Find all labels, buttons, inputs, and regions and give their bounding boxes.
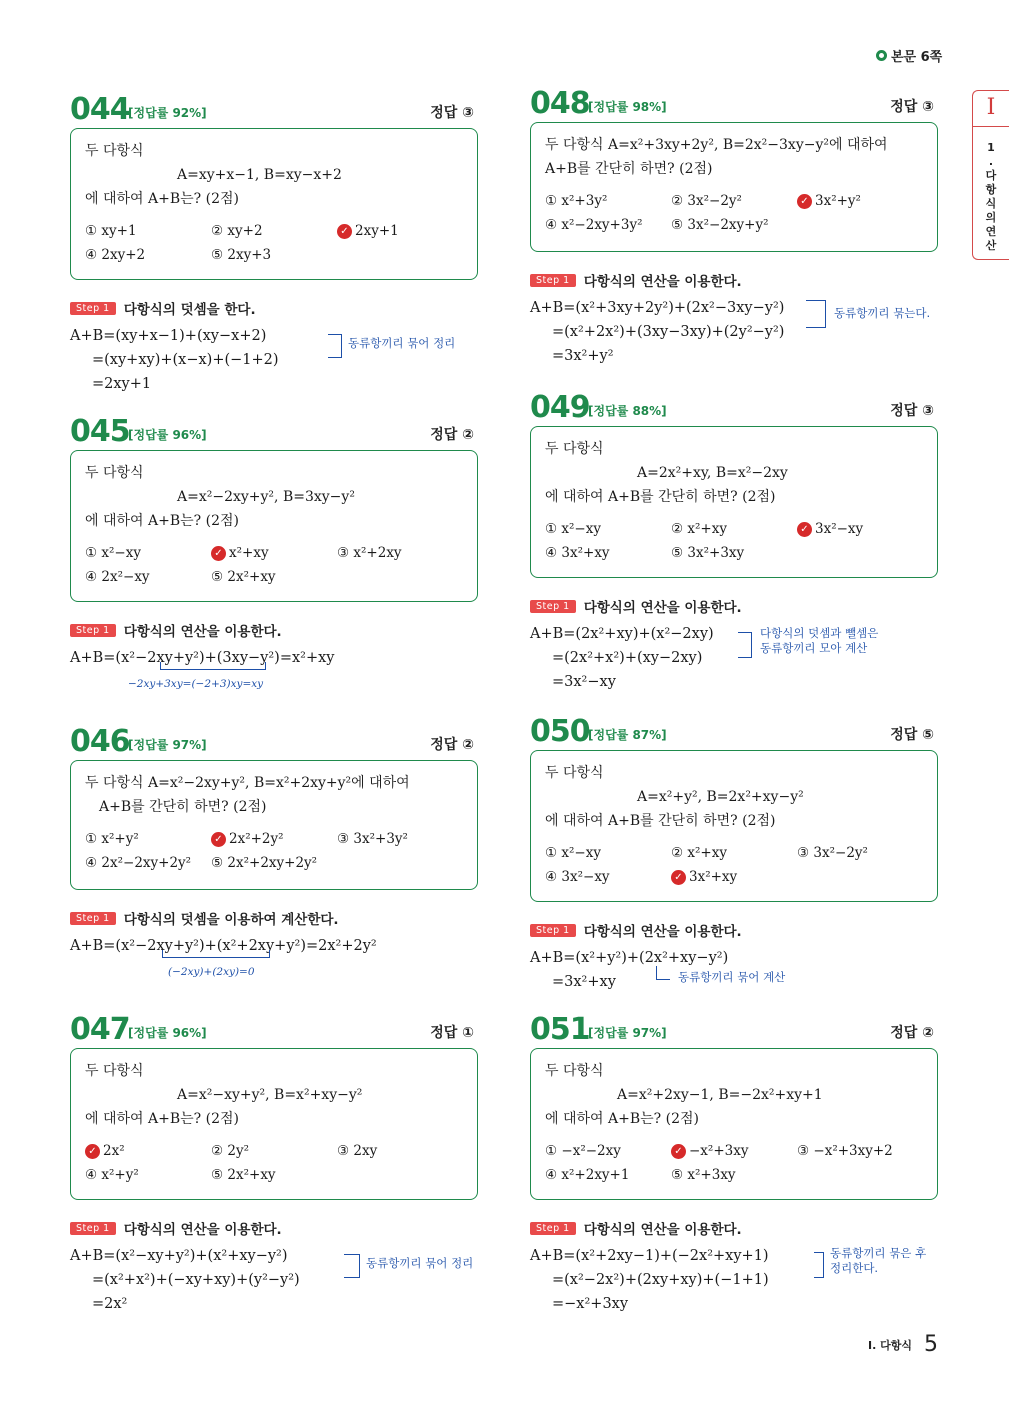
solution-line: =(x²−2x²)+(2xy+xy)+(−1+1) <box>552 1272 769 1288</box>
solution-line: =(2x²+x²)+(xy−2xy) <box>552 650 703 666</box>
question-box <box>530 426 938 578</box>
page-reference: 본문 6쪽 <box>876 46 942 65</box>
problem-number: 049 <box>530 390 590 425</box>
question-text: A+B를 간단히 하면? (2점) <box>99 799 267 815</box>
answer-label: 정답 ② <box>890 1025 934 1041</box>
solution-line: =3x²+y² <box>552 348 614 364</box>
choice-5: ⑤ 3x²+3xy <box>671 545 745 561</box>
question-text: 에 대하여 A+B를 간단히 하면? (2점) <box>545 489 776 505</box>
choice-3: ③ 3x²−2y² <box>797 845 868 861</box>
step-badge: Step 1 <box>530 924 576 937</box>
note-bracket <box>806 300 826 328</box>
check-icon: ✓ <box>671 870 686 885</box>
question-formula: A=x²+2xy−1, B=−2x²+xy+1 <box>617 1087 823 1103</box>
choice-2: ② xy+2 <box>211 223 263 239</box>
choice-3: ③ x²+2xy <box>337 545 402 561</box>
solution-line: A+B=(xy+x−1)+(xy−x+2) <box>70 328 267 344</box>
arrow-icon <box>656 966 670 980</box>
question-box <box>70 760 478 890</box>
problem-number: 047 <box>70 1012 130 1047</box>
page-number: 5 <box>923 1332 938 1357</box>
choice-4: ④ 2xy+2 <box>85 247 146 263</box>
step-text: 다항식의 연산을 이용한다. <box>123 1222 282 1238</box>
question-text: 두 다항식 A=x²−2xy+y², B=x²+2xy+y²에 대하여 <box>85 775 410 791</box>
correct-rate: [정답률 87%] <box>588 728 667 742</box>
choice-5: ⑤ x²+3xy <box>671 1167 736 1183</box>
choice-1-correct: ✓ 2x² <box>85 1139 211 1163</box>
correct-rate: [정답률 97%] <box>588 1026 667 1040</box>
solution-subnote: (−2xy)+(2xy)=0 <box>168 966 255 978</box>
check-icon: ✓ <box>797 522 812 537</box>
choice-4: ④ x²+y² <box>85 1167 139 1183</box>
choice-2: ② x²+xy <box>671 521 727 537</box>
question-box <box>530 1048 938 1200</box>
problem-number: 048 <box>530 86 590 121</box>
correct-rate: [정답률 97%] <box>128 738 207 752</box>
question-text: 에 대하여 A+B는? (2점) <box>85 513 239 529</box>
solution-line: =3x²+xy <box>552 974 616 990</box>
choice-3-correct: ✓ 2xy+1 <box>337 219 463 243</box>
choice-5: ⑤ 2x²+xy <box>211 569 276 585</box>
answer-label: 정답 ② <box>430 737 474 753</box>
check-icon: ✓ <box>211 546 226 561</box>
solution-note: 동류항끼리 묶어 정리 <box>366 1256 474 1270</box>
answer-label: 정답 ③ <box>890 99 934 115</box>
choice-2-correct: ✓ 2x²+2y² <box>211 827 337 851</box>
solution-note: 동류항끼리 묶는다. <box>834 306 931 320</box>
solution-note: 동류항끼리 묶어 계산 <box>678 970 786 984</box>
solution-line: =3x²−xy <box>552 674 616 690</box>
question-text: 두 다항식 <box>545 765 604 781</box>
correct-rate: [정답률 92%] <box>128 106 207 120</box>
step-badge: Step 1 <box>530 274 576 287</box>
solution <box>70 298 478 396</box>
question-text: 두 다항식 <box>85 143 144 159</box>
choice-5: ⑤ 2xy+3 <box>211 247 272 263</box>
choice-4: ④ 2x²−xy <box>85 569 150 585</box>
chapter-char: 다 <box>985 169 997 182</box>
chapter-side-tab <box>972 90 1009 260</box>
footer-section: I. 다항식 <box>868 1338 912 1352</box>
question-formula: A=2x²+xy, B=x²−2xy <box>637 465 788 481</box>
solution-line: A+B=(x²−2xy+y²)+(3xy−y²)=x²+xy <box>70 650 335 666</box>
solution-line: =2x² <box>92 1296 128 1312</box>
choice-2-correct: ✓ x²+xy <box>211 541 337 565</box>
step-text: 다항식의 연산을 이용한다. <box>123 624 282 640</box>
correct-rate: [정답률 88%] <box>588 404 667 418</box>
choice-2: ② x²+xy <box>671 845 727 861</box>
note-bracket <box>814 1252 824 1278</box>
solution-line: =2xy+1 <box>92 376 152 392</box>
problem-number: 050 <box>530 714 590 749</box>
solution <box>530 1218 938 1316</box>
chapter-char: 산 <box>985 239 997 252</box>
chapter-char: 의 <box>985 211 997 224</box>
solution <box>70 908 478 978</box>
page-footer <box>868 1332 938 1357</box>
correct-rate: [정답률 96%] <box>128 1026 207 1040</box>
correct-rate: [정답률 96%] <box>128 428 207 442</box>
step-badge: Step 1 <box>70 624 116 637</box>
answer-label: 정답 ③ <box>430 105 474 121</box>
problem-number: 046 <box>70 724 130 759</box>
answer-label: 정답 ⑤ <box>890 727 934 743</box>
choice-1: ① x²+3y² <box>545 193 608 209</box>
choice-3: ③ 3x²+3y² <box>337 831 408 847</box>
chapter-char: 1 <box>987 141 995 154</box>
choice-5: ⑤ 3x²−2xy+y² <box>671 217 769 233</box>
choice-4: ④ x²−2xy+3y² <box>545 217 643 233</box>
choice-4: ④ 3x²+xy <box>545 545 610 561</box>
problem-number: 044 <box>70 92 130 127</box>
choice-3-correct: ✓ 3x²−xy <box>797 517 923 541</box>
question-formula: A=x²−2xy+y², B=3xy−y² <box>177 489 355 505</box>
solution-line: A+B=(x²−xy+y²)+(x²+xy−y²) <box>70 1248 288 1264</box>
solution-line: A+B=(x²+2xy−1)+(−2x²+xy+1) <box>530 1248 769 1264</box>
choice-4: ④ 3x²−xy <box>545 869 610 885</box>
question-text: 에 대하여 A+B는? (2점) <box>545 1111 699 1127</box>
problem-number: 051 <box>530 1012 590 1047</box>
solution-line: =(x²+x²)+(−xy+xy)+(y²−y²) <box>92 1272 300 1288</box>
solution <box>70 1218 478 1316</box>
solution-line: =−x²+3xy <box>552 1296 629 1312</box>
note-bracket <box>328 334 342 358</box>
question-text: 두 다항식 <box>545 1063 604 1079</box>
chapter-roman: I <box>986 95 996 120</box>
step-badge: Step 1 <box>70 912 116 925</box>
choice-5: ⑤ 2x²+xy <box>211 1167 276 1183</box>
problem-049 <box>530 390 938 694</box>
solution-line: A+B=(2x²+xy)+(x²−2xy) <box>530 626 714 642</box>
chapter-char: 연 <box>985 225 997 238</box>
solution-line: =(xy+xy)+(x−x)+(−1+2) <box>92 352 279 368</box>
choice-2: ② 3x²−2y² <box>671 193 742 209</box>
choice-3-correct: ✓ 3x²+y² <box>797 189 923 213</box>
check-icon: ✓ <box>797 194 812 209</box>
question-box <box>70 1048 478 1200</box>
solution <box>530 920 938 994</box>
choice-4: ④ x²+2xy+1 <box>545 1167 630 1183</box>
solution <box>530 270 938 368</box>
check-icon: ✓ <box>671 1144 686 1159</box>
note-bracket <box>738 632 752 658</box>
problem-045 <box>70 414 478 690</box>
answer-label: 정답 ① <box>430 1025 474 1041</box>
underline-bracket <box>162 950 270 958</box>
choice-1: ① xy+1 <box>85 223 137 239</box>
check-icon: ✓ <box>337 224 352 239</box>
solution-note: 동류항끼리 묶어 정리 <box>348 336 456 350</box>
step-badge: Step 1 <box>530 600 576 613</box>
question-box <box>530 750 938 902</box>
choice-5-correct: ✓ 3x²+xy <box>671 865 797 889</box>
question-formula: A=x²−xy+y², B=x²+xy−y² <box>177 1087 363 1103</box>
question-text: 두 다항식 <box>85 1063 144 1079</box>
question-formula: A=x²+y², B=2x²+xy−y² <box>637 789 804 805</box>
problem-047 <box>70 1012 478 1316</box>
problem-050 <box>530 714 938 994</box>
chapter-char: 항 <box>985 183 997 196</box>
solution-note: 동류항끼리 묶은 후 정리한다. <box>830 1246 927 1275</box>
step-text: 다항식의 덧셈을 이용하여 계산한다. <box>123 912 339 928</box>
choice-4: ④ 2x²−2xy+2y² <box>85 855 192 871</box>
correct-rate: [정답률 98%] <box>588 100 667 114</box>
choice-1: ① x²−xy <box>545 845 601 861</box>
circle-icon <box>876 50 887 61</box>
question-text: 에 대하여 A+B는? (2점) <box>85 1111 239 1127</box>
chapter-char: . <box>988 155 994 168</box>
step-badge: Step 1 <box>70 302 116 315</box>
question-text: 두 다항식 <box>545 441 604 457</box>
question-box <box>70 450 478 602</box>
step-text: 다항식의 연산을 이용한다. <box>583 924 742 940</box>
solution-note: 다항식의 덧셈과 뺄셈은 동류항끼리 모아 계산 <box>760 626 879 655</box>
step-text: 다항식의 연산을 이용한다. <box>583 600 742 616</box>
choice-5: ⑤ 2x²+2xy+2y² <box>211 855 318 871</box>
step-text: 다항식의 덧셈을 한다. <box>123 302 256 318</box>
underline-bracket <box>160 662 266 670</box>
step-text: 다항식의 연산을 이용한다. <box>583 1222 742 1238</box>
choice-3: ③ −x²+3xy+2 <box>797 1143 893 1159</box>
question-formula: A=xy+x−1, B=xy−x+2 <box>177 167 342 183</box>
solution <box>70 620 478 690</box>
question-text: A+B를 간단히 하면? (2점) <box>545 161 713 177</box>
choice-1: ① x²−xy <box>545 521 601 537</box>
question-box <box>530 122 938 252</box>
step-badge: Step 1 <box>70 1222 116 1235</box>
question-box <box>70 128 478 280</box>
choice-2: ② 2y² <box>211 1143 250 1159</box>
solution-line: A+B=(x²−2xy+y²)+(x²+2xy+y²)=2x²+2y² <box>70 938 377 954</box>
problem-044 <box>70 92 478 396</box>
choice-1: ① x²+y² <box>85 831 139 847</box>
answer-label: 정답 ② <box>430 427 474 443</box>
solution-line: A+B=(x²+3xy+2y²)+(2x²−3xy−y²) <box>530 300 785 316</box>
divider <box>973 126 1009 127</box>
choice-3: ③ 2xy <box>337 1143 378 1159</box>
check-icon: ✓ <box>211 832 226 847</box>
choice-1: ① −x²−2xy <box>545 1143 621 1159</box>
problem-number: 045 <box>70 414 130 449</box>
problem-048 <box>530 86 938 368</box>
solution-line: =(x²+2x²)+(3xy−3xy)+(2y²−y²) <box>552 324 785 340</box>
step-badge: Step 1 <box>530 1222 576 1235</box>
answer-label: 정답 ③ <box>890 403 934 419</box>
check-icon: ✓ <box>85 1144 100 1159</box>
choice-2-correct: ✓ −x²+3xy <box>671 1139 797 1163</box>
question-text: 두 다항식 A=x²+3xy+2y², B=2x²−3xy−y²에 대하여 <box>545 137 888 153</box>
step-text: 다항식의 연산을 이용한다. <box>583 274 742 290</box>
chapter-char: 식 <box>985 197 997 210</box>
question-text: 두 다항식 <box>85 465 144 481</box>
problem-051 <box>530 1012 938 1316</box>
question-text: 에 대하여 A+B는? (2점) <box>85 191 239 207</box>
note-bracket <box>344 1254 360 1278</box>
solution-line: A+B=(x²+y²)+(2x²+xy−y²) <box>530 950 729 966</box>
solution-subnote: −2xy+3xy=(−2+3)xy=xy <box>128 678 264 690</box>
choice-1: ① x²−xy <box>85 545 141 561</box>
solution <box>530 596 938 694</box>
problem-046 <box>70 724 478 978</box>
question-text: 에 대하여 A+B를 간단히 하면? (2점) <box>545 813 776 829</box>
chapter-title-vertical <box>973 141 1009 253</box>
